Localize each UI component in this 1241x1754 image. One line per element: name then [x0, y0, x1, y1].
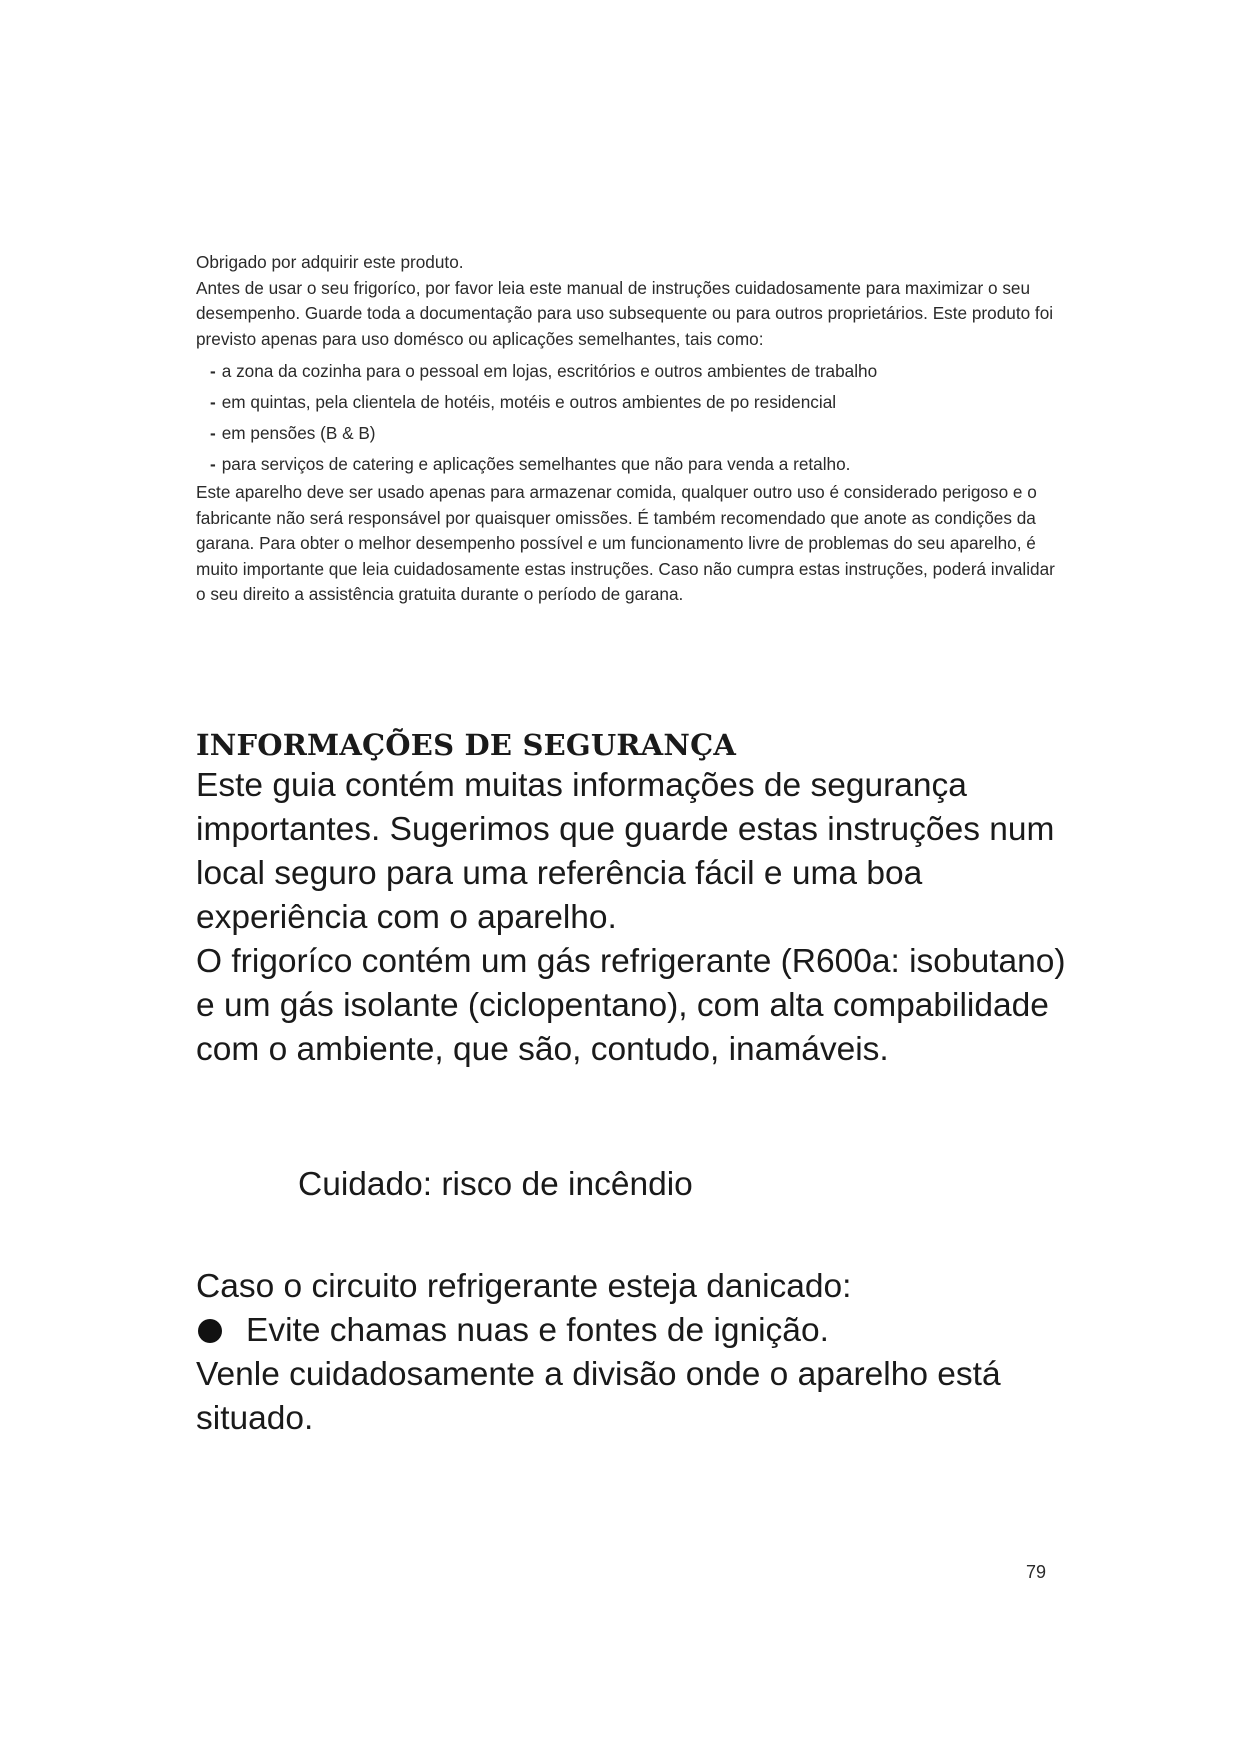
damage-bullet-text: Evite chamas nuas e fontes de ignição. [246, 1312, 829, 1349]
caution-text: Cuidado: risco de incêndio [298, 1166, 693, 1203]
page-number: 79 [1026, 1562, 1047, 1582]
damage-tail: Venle cuidadosamente a divisão onde o aparelho está situado. [196, 1356, 1001, 1437]
list-item [196, 1309, 1076, 1353]
list-item: - para serviços de catering e aplicações semelhantes que não para venda a retalho. [210, 454, 851, 474]
dash-bullet-icon: - [210, 392, 216, 412]
list-item: - em pensões (B & B) [210, 423, 376, 443]
damage-section [196, 1265, 1076, 1441]
bullet-dot-icon [198, 1319, 222, 1343]
dash-bullet-icon: - [210, 423, 216, 443]
safety-section [196, 726, 1076, 1072]
intro-tail-paragraph: Este aparelho deve ser usado apenas para armazenar comida, qualquer outro uso é considerado perigoso e o fabricante não será responsável por quaisquer omissões. É também recomendado que anote as condições da garana. Para obter o melhor desempenho possível e um funcionamento livre de problemas do seu aparelho, é muito importante que leia cuidadosamente estas instruções. Caso não cumpra estas instruções, poderá invalidar o seu direito a assistência gratuita durante o período de garana. [196, 482, 1055, 604]
dash-bullet-icon: - [210, 361, 216, 381]
damage-lead: Caso o circuito refrigerante esteja danicado: [196, 1268, 852, 1305]
intro-thanks: Obrigado por adquirir este produto. [196, 252, 464, 272]
safety-heading: INFORMAÇÕES DE SEGURANÇA [196, 728, 737, 762]
safety-paragraph-1: Este guia contém muitas informações de segurança importantes. Sugerimos que guarde estas instruções num local seguro para uma referência fácil e uma boa experiência com o aparelho. [196, 767, 1055, 936]
intro-paragraph: Antes de usar o seu frigoríco, por favor leia este manual de instruções cuidadosamente para maximizar o seu desempenho. Guarde toda a documentação para uso subsequente ou para outros proprietários. Este produto foi previsto apenas para uso domésco ou aplicações semelhantes, tais como: [196, 277, 1054, 349]
dash-bullet-icon: - [210, 454, 216, 474]
list-item: - a zona da cozinha para o pessoal em lojas, escritórios e outros ambientes de trabalho [210, 361, 878, 381]
usage-list [210, 356, 1056, 480]
safety-paragraph-2: O frigoríco contém um gás refrigerante (R600a: isobutano) e um gás isolante (ciclopentano), com alta compabilidade com o ambiente, que são, contudo, inamáveis. [196, 943, 1066, 1068]
intro-section [196, 250, 1056, 608]
list-item: - em quintas, pela clientela de hotéis, motéis e outros ambientes de po residencial [210, 392, 837, 412]
